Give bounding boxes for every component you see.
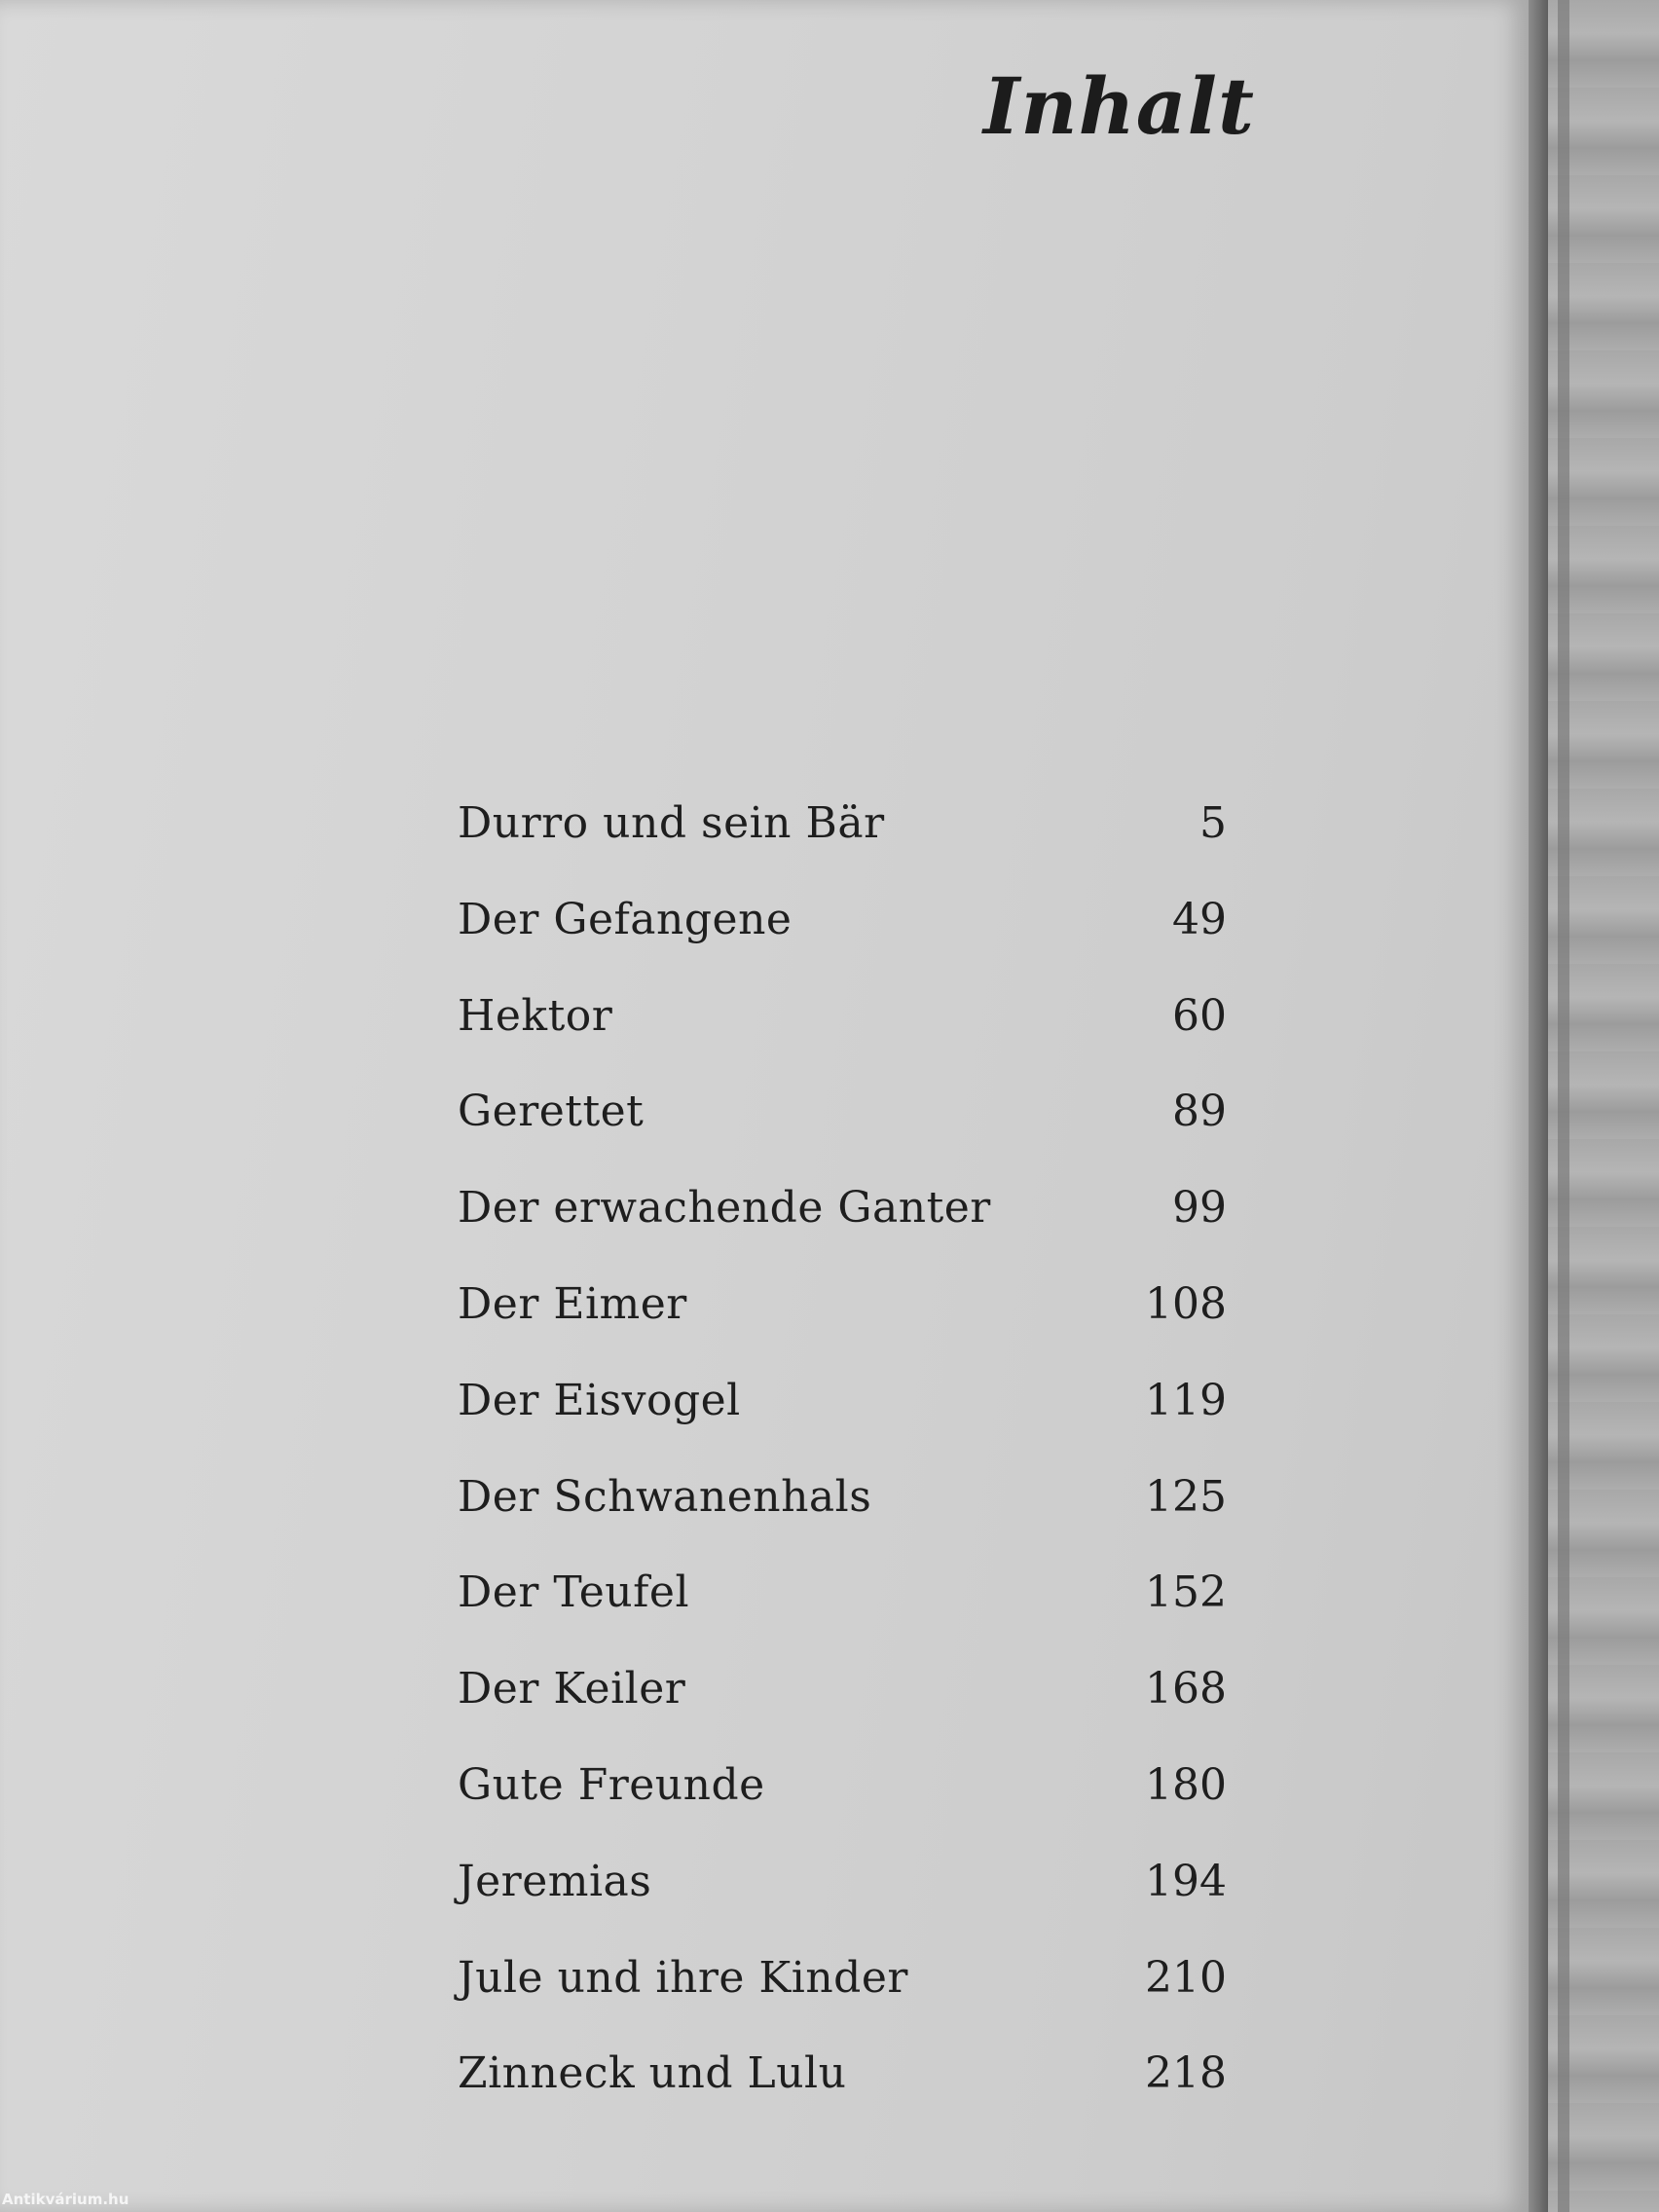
table-of-contents	[458, 798, 1227, 2145]
toc-entry-page: 210	[1145, 1952, 1227, 2003]
toc-entry	[458, 1279, 1227, 1376]
toc-entry-page: 119	[1145, 1375, 1227, 1425]
toc-entry-page: 180	[1145, 1759, 1227, 1810]
toc-entry-title: Der Teufel	[458, 1567, 690, 1618]
toc-entry-title: Hektor	[458, 990, 613, 1041]
toc-entry-page: 125	[1145, 1471, 1227, 1522]
toc-entry	[458, 1953, 1227, 2049]
toc-entry-title: Der Eimer	[458, 1278, 687, 1329]
toc-entry-title: Der Eisvogel	[458, 1375, 741, 1425]
toc-entry	[458, 1376, 1227, 1472]
toc-entry-page: 5	[1199, 798, 1227, 848]
toc-entry-title: Der Keiler	[458, 1664, 686, 1714]
toc-entry	[458, 1857, 1227, 1953]
toc-entry	[458, 1472, 1227, 1568]
toc-entry-page: 49	[1172, 894, 1227, 944]
toc-entry-page: 60	[1172, 990, 1227, 1041]
toc-entry-page: 194	[1145, 1856, 1227, 1906]
toc-entry-title: Durro und sein Bär	[458, 798, 885, 848]
binding-stripe	[1558, 0, 1569, 2212]
toc-entry-title: Jule und ihre Kinder	[458, 1952, 908, 2003]
page-title: Inhalt	[983, 60, 1255, 152]
toc-entry	[458, 1087, 1227, 1183]
page-edge-shadow	[1529, 0, 1548, 2212]
watermark: Antikvárium.hu	[2, 2191, 129, 2208]
toc-entry-page: 168	[1145, 1664, 1227, 1714]
toc-entry	[458, 2048, 1227, 2145]
toc-entry	[458, 1664, 1227, 1760]
toc-entry-title: Der erwachende Ganter	[458, 1183, 991, 1234]
toc-entry-page: 152	[1145, 1567, 1227, 1618]
toc-entry	[458, 1567, 1227, 1664]
toc-entry	[458, 991, 1227, 1088]
toc-entry-page: 99	[1172, 1183, 1227, 1234]
toc-entry	[458, 1760, 1227, 1857]
toc-entry-page: 108	[1145, 1278, 1227, 1329]
toc-entry-title: Gute Freunde	[458, 1759, 765, 1810]
toc-entry-page: 89	[1172, 1087, 1227, 1137]
toc-entry	[458, 895, 1227, 991]
toc-entry-title: Der Gefangene	[458, 894, 793, 944]
toc-entry-title: Zinneck und Lulu	[458, 2048, 847, 2099]
toc-entry	[458, 1183, 1227, 1279]
toc-entry-title: Der Schwanenhals	[458, 1471, 872, 1522]
toc-entry-title: Jeremias	[458, 1856, 652, 1906]
toc-entry-title: Gerettet	[458, 1087, 645, 1137]
toc-entry	[458, 798, 1227, 895]
toc-entry-page: 218	[1145, 2048, 1227, 2099]
